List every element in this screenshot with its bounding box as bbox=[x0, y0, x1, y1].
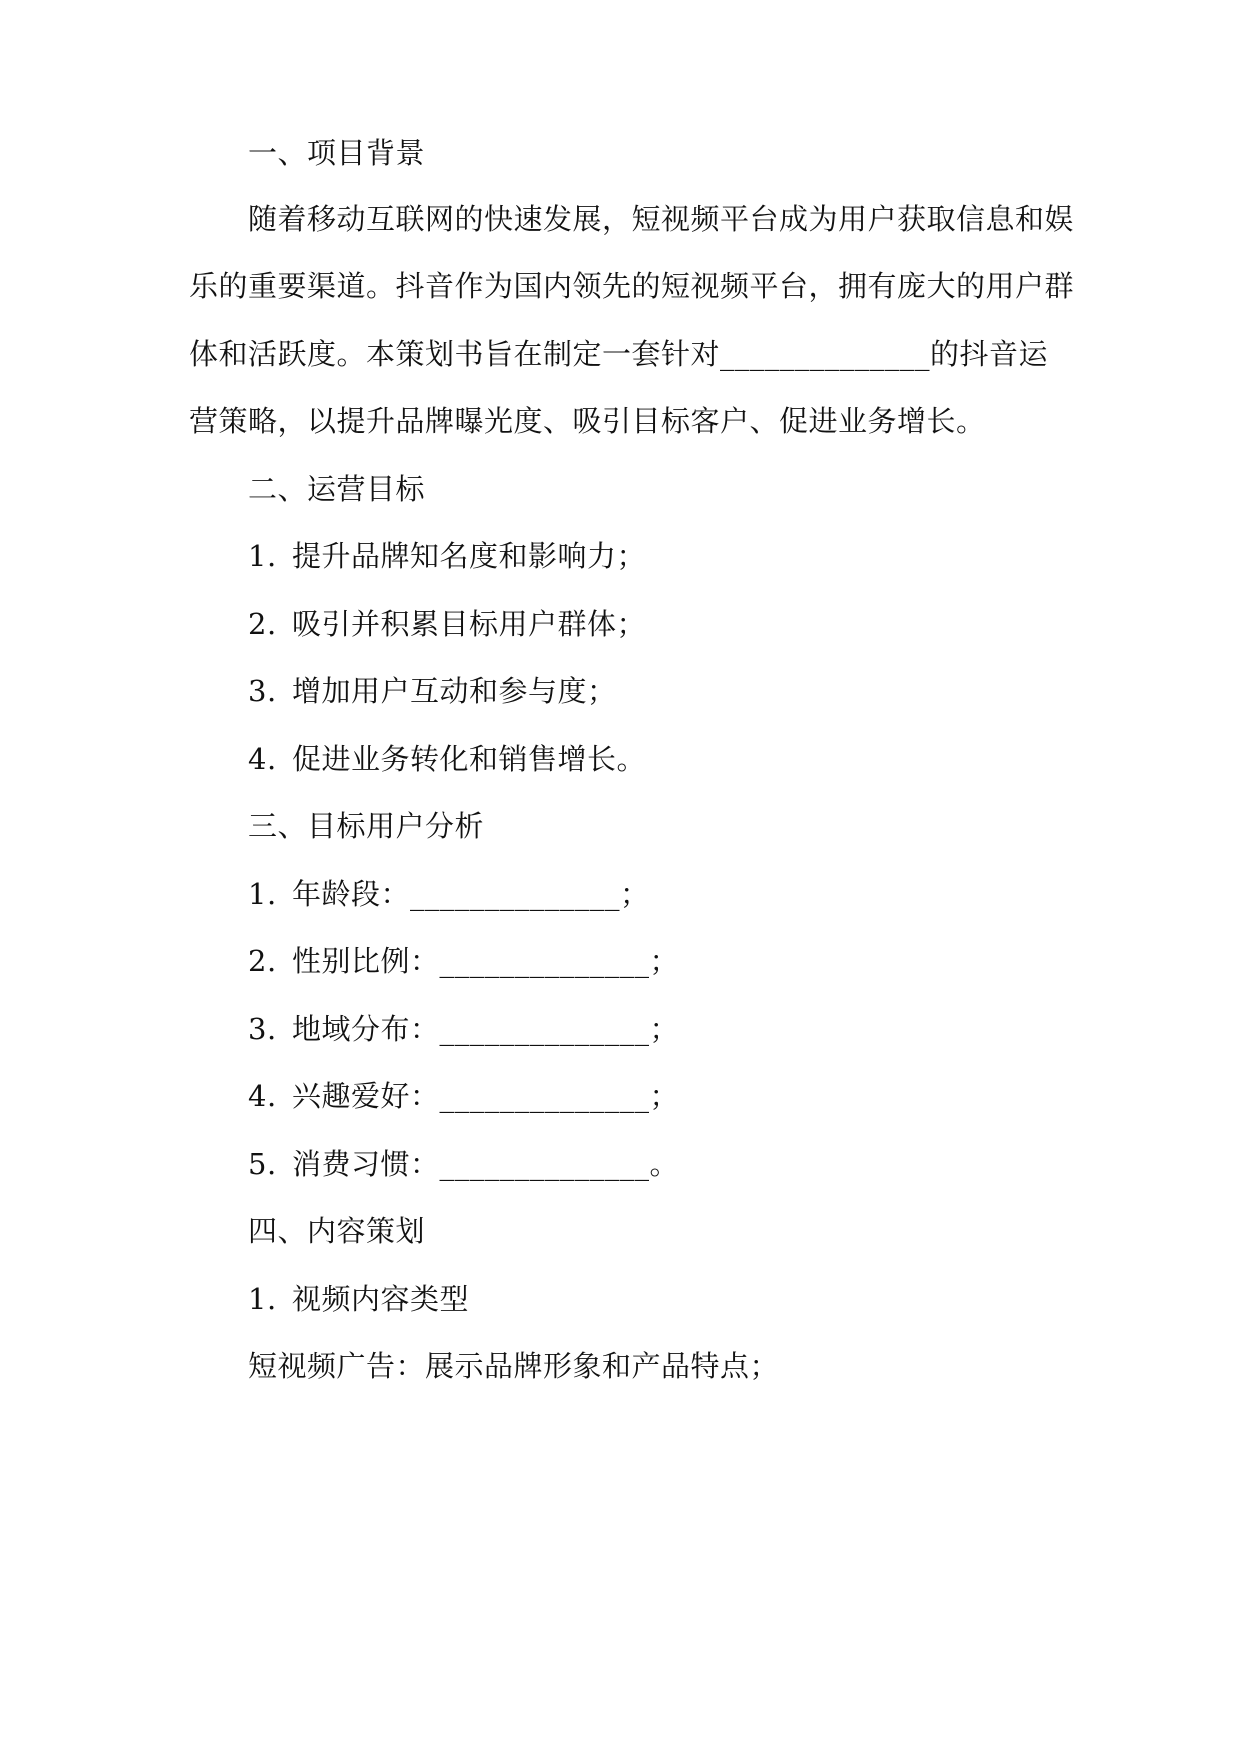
list-text: 地域分布：______________； bbox=[292, 1012, 680, 1046]
list-text: 增加用户互动和参与度； bbox=[292, 674, 617, 708]
list-text: 视频内容类型 bbox=[292, 1282, 470, 1316]
list-number: 1. bbox=[248, 539, 277, 573]
list-number: 2. bbox=[248, 607, 277, 641]
list-item bbox=[248, 536, 1123, 576]
list-item bbox=[248, 941, 1123, 981]
heading-operation-goals: 二、运营目标 bbox=[248, 472, 426, 506]
paragraph-line: 随着移动互联网的快速发展，短视频平台成为用户获取信息和娱 bbox=[248, 202, 1075, 236]
list-item bbox=[248, 1009, 1123, 1049]
list-item bbox=[248, 604, 1123, 644]
paragraph-line: 短视频广告：展示品牌形象和产品特点； bbox=[248, 1349, 780, 1383]
list-number: 4. bbox=[248, 1079, 277, 1113]
heading-project-background: 一、项目背景 bbox=[248, 136, 426, 170]
heading-target-user-analysis: 三、目标用户分析 bbox=[248, 809, 485, 843]
list-number: 4. bbox=[248, 742, 277, 776]
heading-content-planning: 四、内容策划 bbox=[248, 1214, 426, 1248]
list-item bbox=[248, 739, 1123, 779]
list-number: 1. bbox=[248, 1282, 277, 1316]
list-text: 性别比例：______________； bbox=[292, 944, 680, 978]
list-item bbox=[248, 874, 1123, 914]
list-text: 提升品牌知名度和影响力； bbox=[292, 539, 647, 573]
list-number: 2. bbox=[248, 944, 277, 978]
list-text: 消费习惯：______________。 bbox=[292, 1147, 680, 1181]
paragraph-line: 营策略，以提升品牌曝光度、吸引目标客户、促进业务增长。 bbox=[189, 404, 986, 438]
list-item bbox=[248, 1076, 1123, 1116]
list-item bbox=[248, 1144, 1123, 1184]
list-text: 年龄段：______________； bbox=[292, 877, 650, 911]
list-text: 吸引并积累目标用户群体； bbox=[292, 607, 647, 641]
paragraph-line: 乐的重要渠道。抖音作为国内领先的短视频平台，拥有庞大的用户群 bbox=[189, 269, 1075, 303]
list-item bbox=[248, 1279, 1123, 1319]
list-number: 5. bbox=[248, 1147, 277, 1181]
list-number: 3. bbox=[248, 1012, 277, 1046]
list-number: 1. bbox=[248, 877, 277, 911]
list-text: 兴趣爱好：______________； bbox=[292, 1079, 680, 1113]
list-number: 3. bbox=[248, 674, 277, 708]
paragraph-line: 体和活跃度。本策划书旨在制定一套针对______________的抖音运 bbox=[189, 337, 1049, 371]
list-text: 促进业务转化和销售增长。 bbox=[292, 742, 647, 776]
list-item bbox=[248, 671, 1123, 711]
